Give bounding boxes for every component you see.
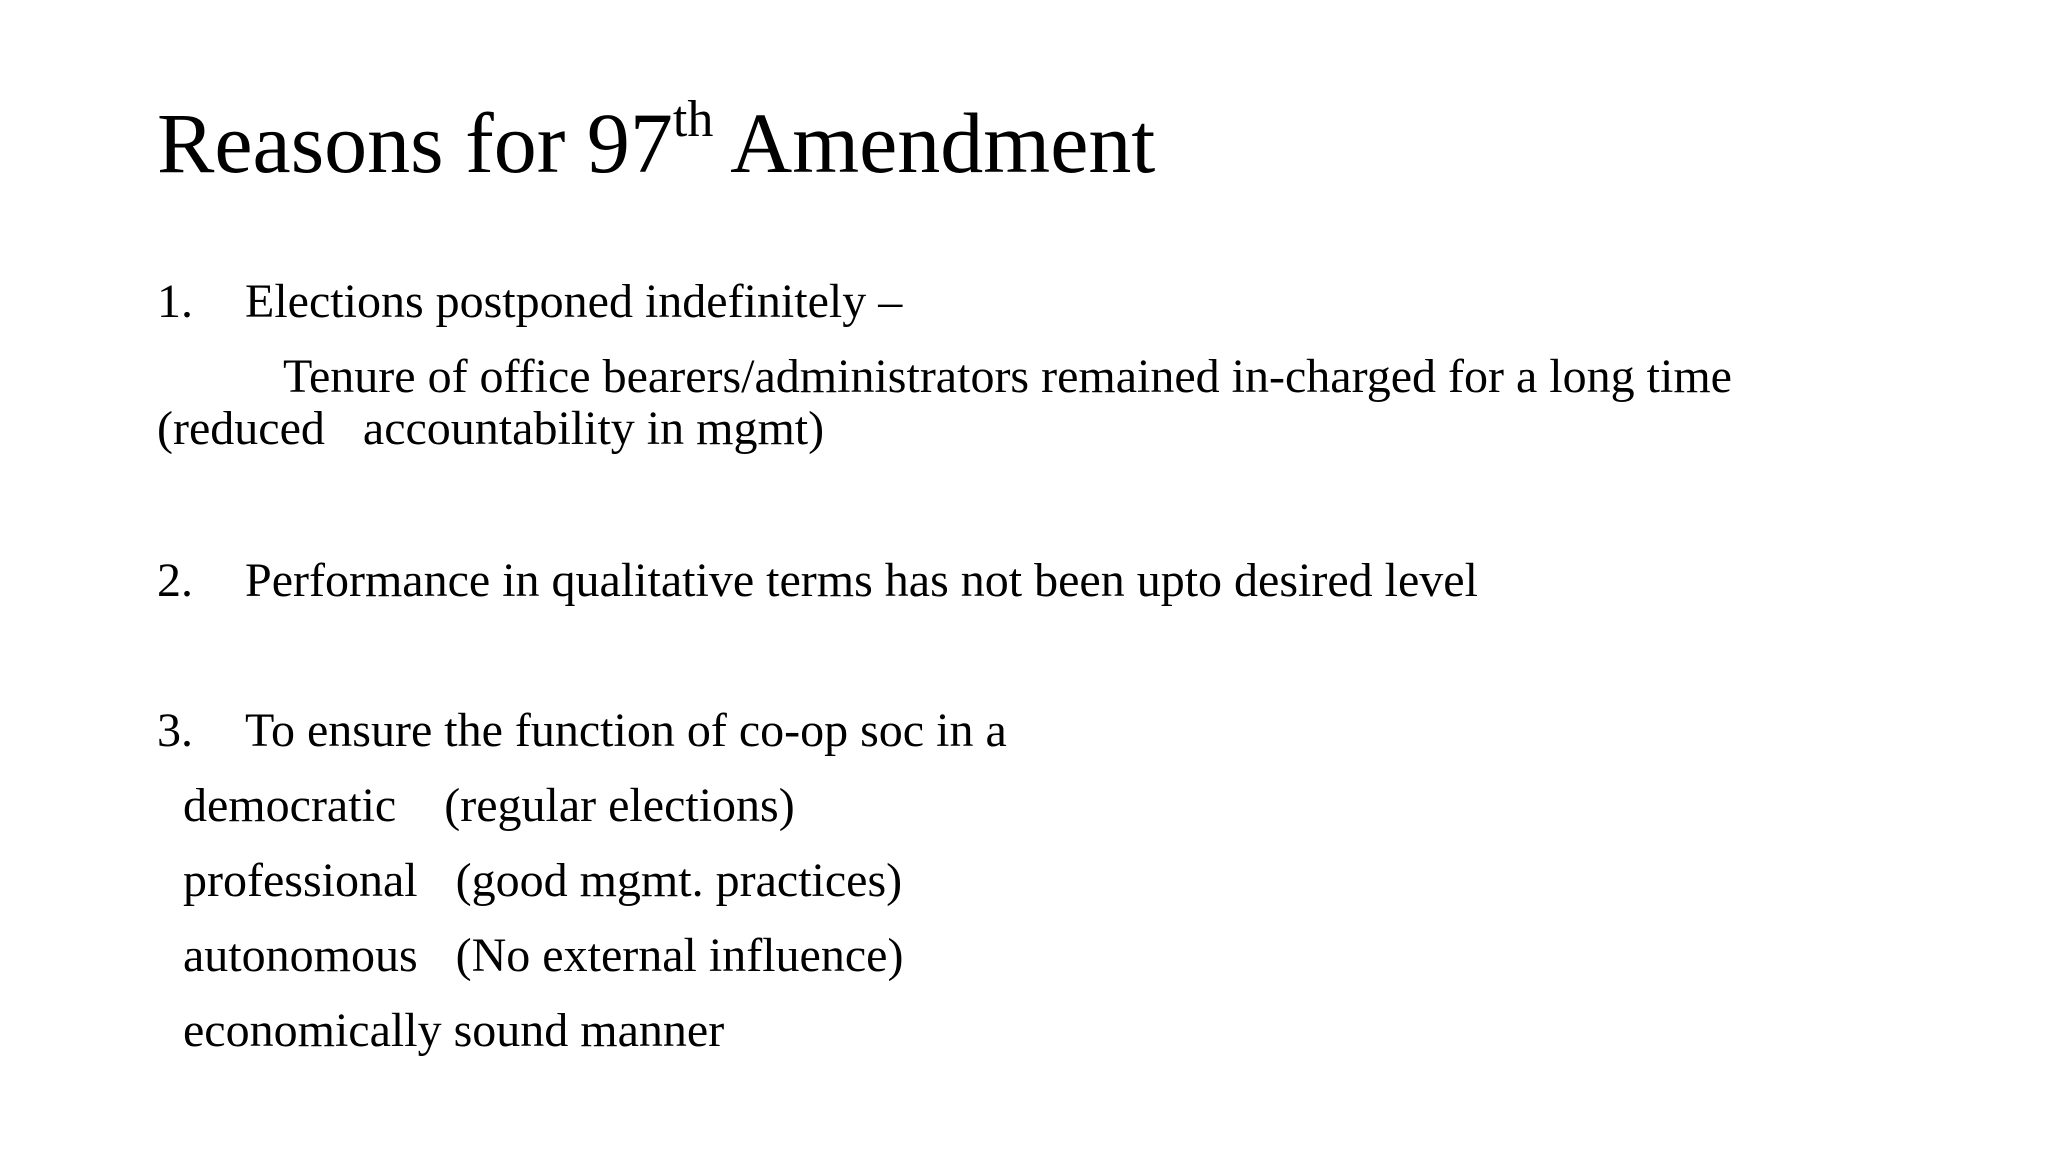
point-3-item-explanation: (good mgmt. practices)	[455, 854, 903, 907]
point-2-number: 2.	[157, 554, 193, 607]
point-1-heading	[157, 275, 903, 328]
point-3-item-term: professional	[183, 854, 418, 907]
point-3-item-term: autonomous	[183, 929, 418, 982]
point-1-detail-line1: Tenure of office bearers/administrators remained in-charged for a long time	[283, 350, 1732, 403]
point-3-item	[183, 929, 904, 982]
point-3-item-explanation: (No external influence)	[455, 929, 904, 982]
title-superscript: th	[672, 91, 714, 148]
slide-title	[157, 91, 1156, 191]
point-3-item-term: democratic	[183, 779, 397, 832]
point-2	[157, 554, 1478, 607]
point-3-item-term: economically sound manner	[183, 1004, 725, 1057]
point-1-heading-text: Elections postponed indefinitely –	[245, 275, 903, 328]
point-3-number: 3.	[157, 704, 193, 757]
point-1-detail-line2	[157, 402, 825, 455]
point-1-detail-line2-b: accountability in mgmt)	[362, 402, 825, 455]
point-3-item-explanation: (regular elections)	[444, 779, 795, 832]
point-1-detail-line2-a: (reduced	[157, 402, 325, 455]
title-main: Reasons for 97	[157, 95, 673, 191]
point-3	[157, 704, 1007, 757]
point-2-text: Performance in qualitative terms has not been upto desired level	[245, 554, 1478, 607]
point-1-number: 1.	[157, 275, 193, 328]
point-3-item	[183, 1004, 725, 1057]
point-3-item	[183, 854, 903, 907]
title-suffix: Amendment	[713, 95, 1156, 191]
point-3-item	[183, 779, 795, 832]
point-3-text: To ensure the function of co-op soc in a	[245, 704, 1007, 757]
